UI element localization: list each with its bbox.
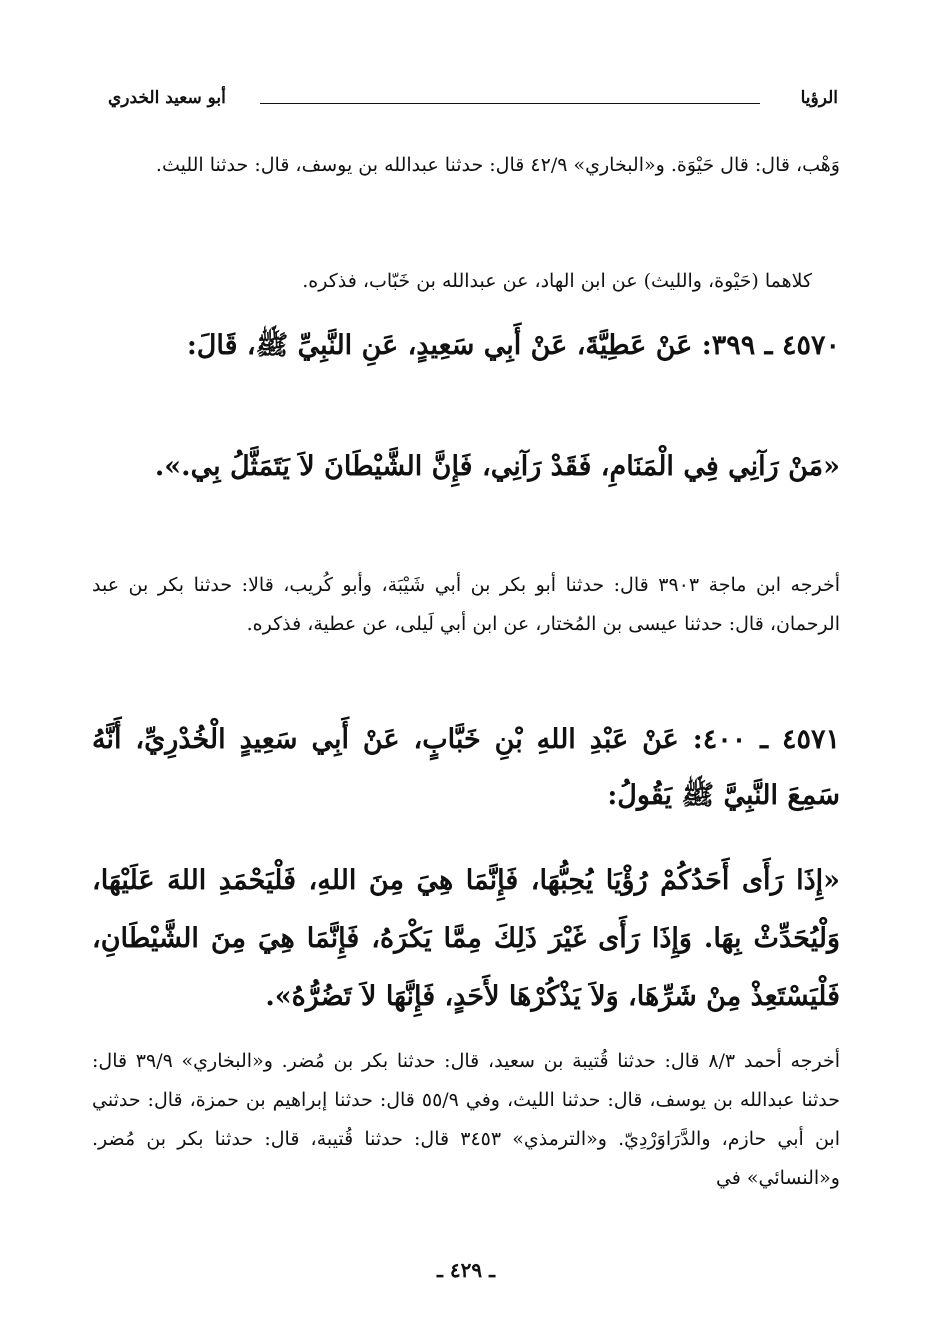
note-paragraph: كلاهما (حَيْوة، والليث) عن ابن الهاد، عن عبدالله بن خَبّاب، فذكره. [302, 270, 812, 292]
chapter-title: الرؤيا [800, 88, 838, 108]
hadith-4571-text: «إِذَا رَأَى أَحَدُكُمْ رُؤْيَا يُحِبُّهَا، فَإِنَّمَا هِيَ مِنَ اللهِ، فَلْيَحْمَدِ اللهَ عَلَيْهَا، وَلْيُحَدِّثْ بِهَا. وَإِذَا رَأَى غَيْرَ ذَلِكَ مِمَّا يَكْرَهُ، فَإِنَّمَا هِيَ مِنَ الشَّيْطَانِ، فَلْيَسْتَعِذْ مِنْ شَرِّهَا، وَلاَ يَذْكُرْهَا لأَحَدٍ، فَإِنَّهَا لاَ تَضُرُّهُ». [92, 865, 840, 1012]
hadith-4571-heading: ٤٥٧١ ـ ٤٠٠: عَنْ عَبْدِ اللهِ بْنِ خَبَّابٍ، عَنْ أَبِي سَعِيدٍ الْخُدْرِيِّ، أَنَّهُ سَمِعَ النَّبِيَّ ﷺ يَقُولُ: [92, 724, 840, 811]
header-rule [260, 103, 760, 104]
hadith-4570-heading: ٤٥٧٠ ـ ٣٩٩: عَنْ عَطِيَّةَ، عَنْ أَبِي سَعِيدٍ، عَنِ النَّبِيِّ ﷺ، قَالَ: [186, 330, 840, 361]
hadith-4571-takhrij: أخرجه أحمد ٨/٣ قال: حدثنا قُتيبة بن سعيد، قال: حدثنا بكر بن مُضر. و«البخاري» ٣٩/٩ قال: حدثنا عبدالله بن يوسف، قال: حدثنا الليث، وفي ٥٥/٩ قال: حدثنا إبراهيم بن حمزة، قال: حدثني ابن أبي حازم، والدَّرَاوَرْدِيّ. و«الترمذي» ٣٤٥٣ قال: حدثنا قُتيبة، قال: حدثنا بكر بن مُضر. و«النسائي» في [92, 1050, 840, 1189]
hadith-4570-text: «مَنْ رَآنِي فِي الْمَنَامِ، فَقَدْ رَآنِي، فَإِنَّ الشَّيْطَانَ لاَ يَتَمَثَّلُ بِي.». [154, 451, 840, 482]
hadith-4570-takhrij: أخرجه ابن ماجة ٣٩٠٣ قال: حدثنا أبو بكر بن أبي شَيْبَة، وأبو كُريب، قالا: حدثنا بكر بن عبد الرحمان، قال: حدثنا عيسى بن المُختار، عن ابن أبي لَيلى، عن عطية، فذكره. [92, 574, 840, 635]
running-header [108, 88, 838, 122]
isnad-paragraph: وَهْب، قال: قال حَيْوَة. و«البخاري» ٤٢/٩ قال: حدثنا عبدالله بن يوسف، قال: حدثنا الليث. [155, 154, 840, 176]
page-number: ـ ٤٢٩ ـ [437, 1258, 495, 1282]
book-title: أبو سعيد الخدري [108, 88, 226, 108]
